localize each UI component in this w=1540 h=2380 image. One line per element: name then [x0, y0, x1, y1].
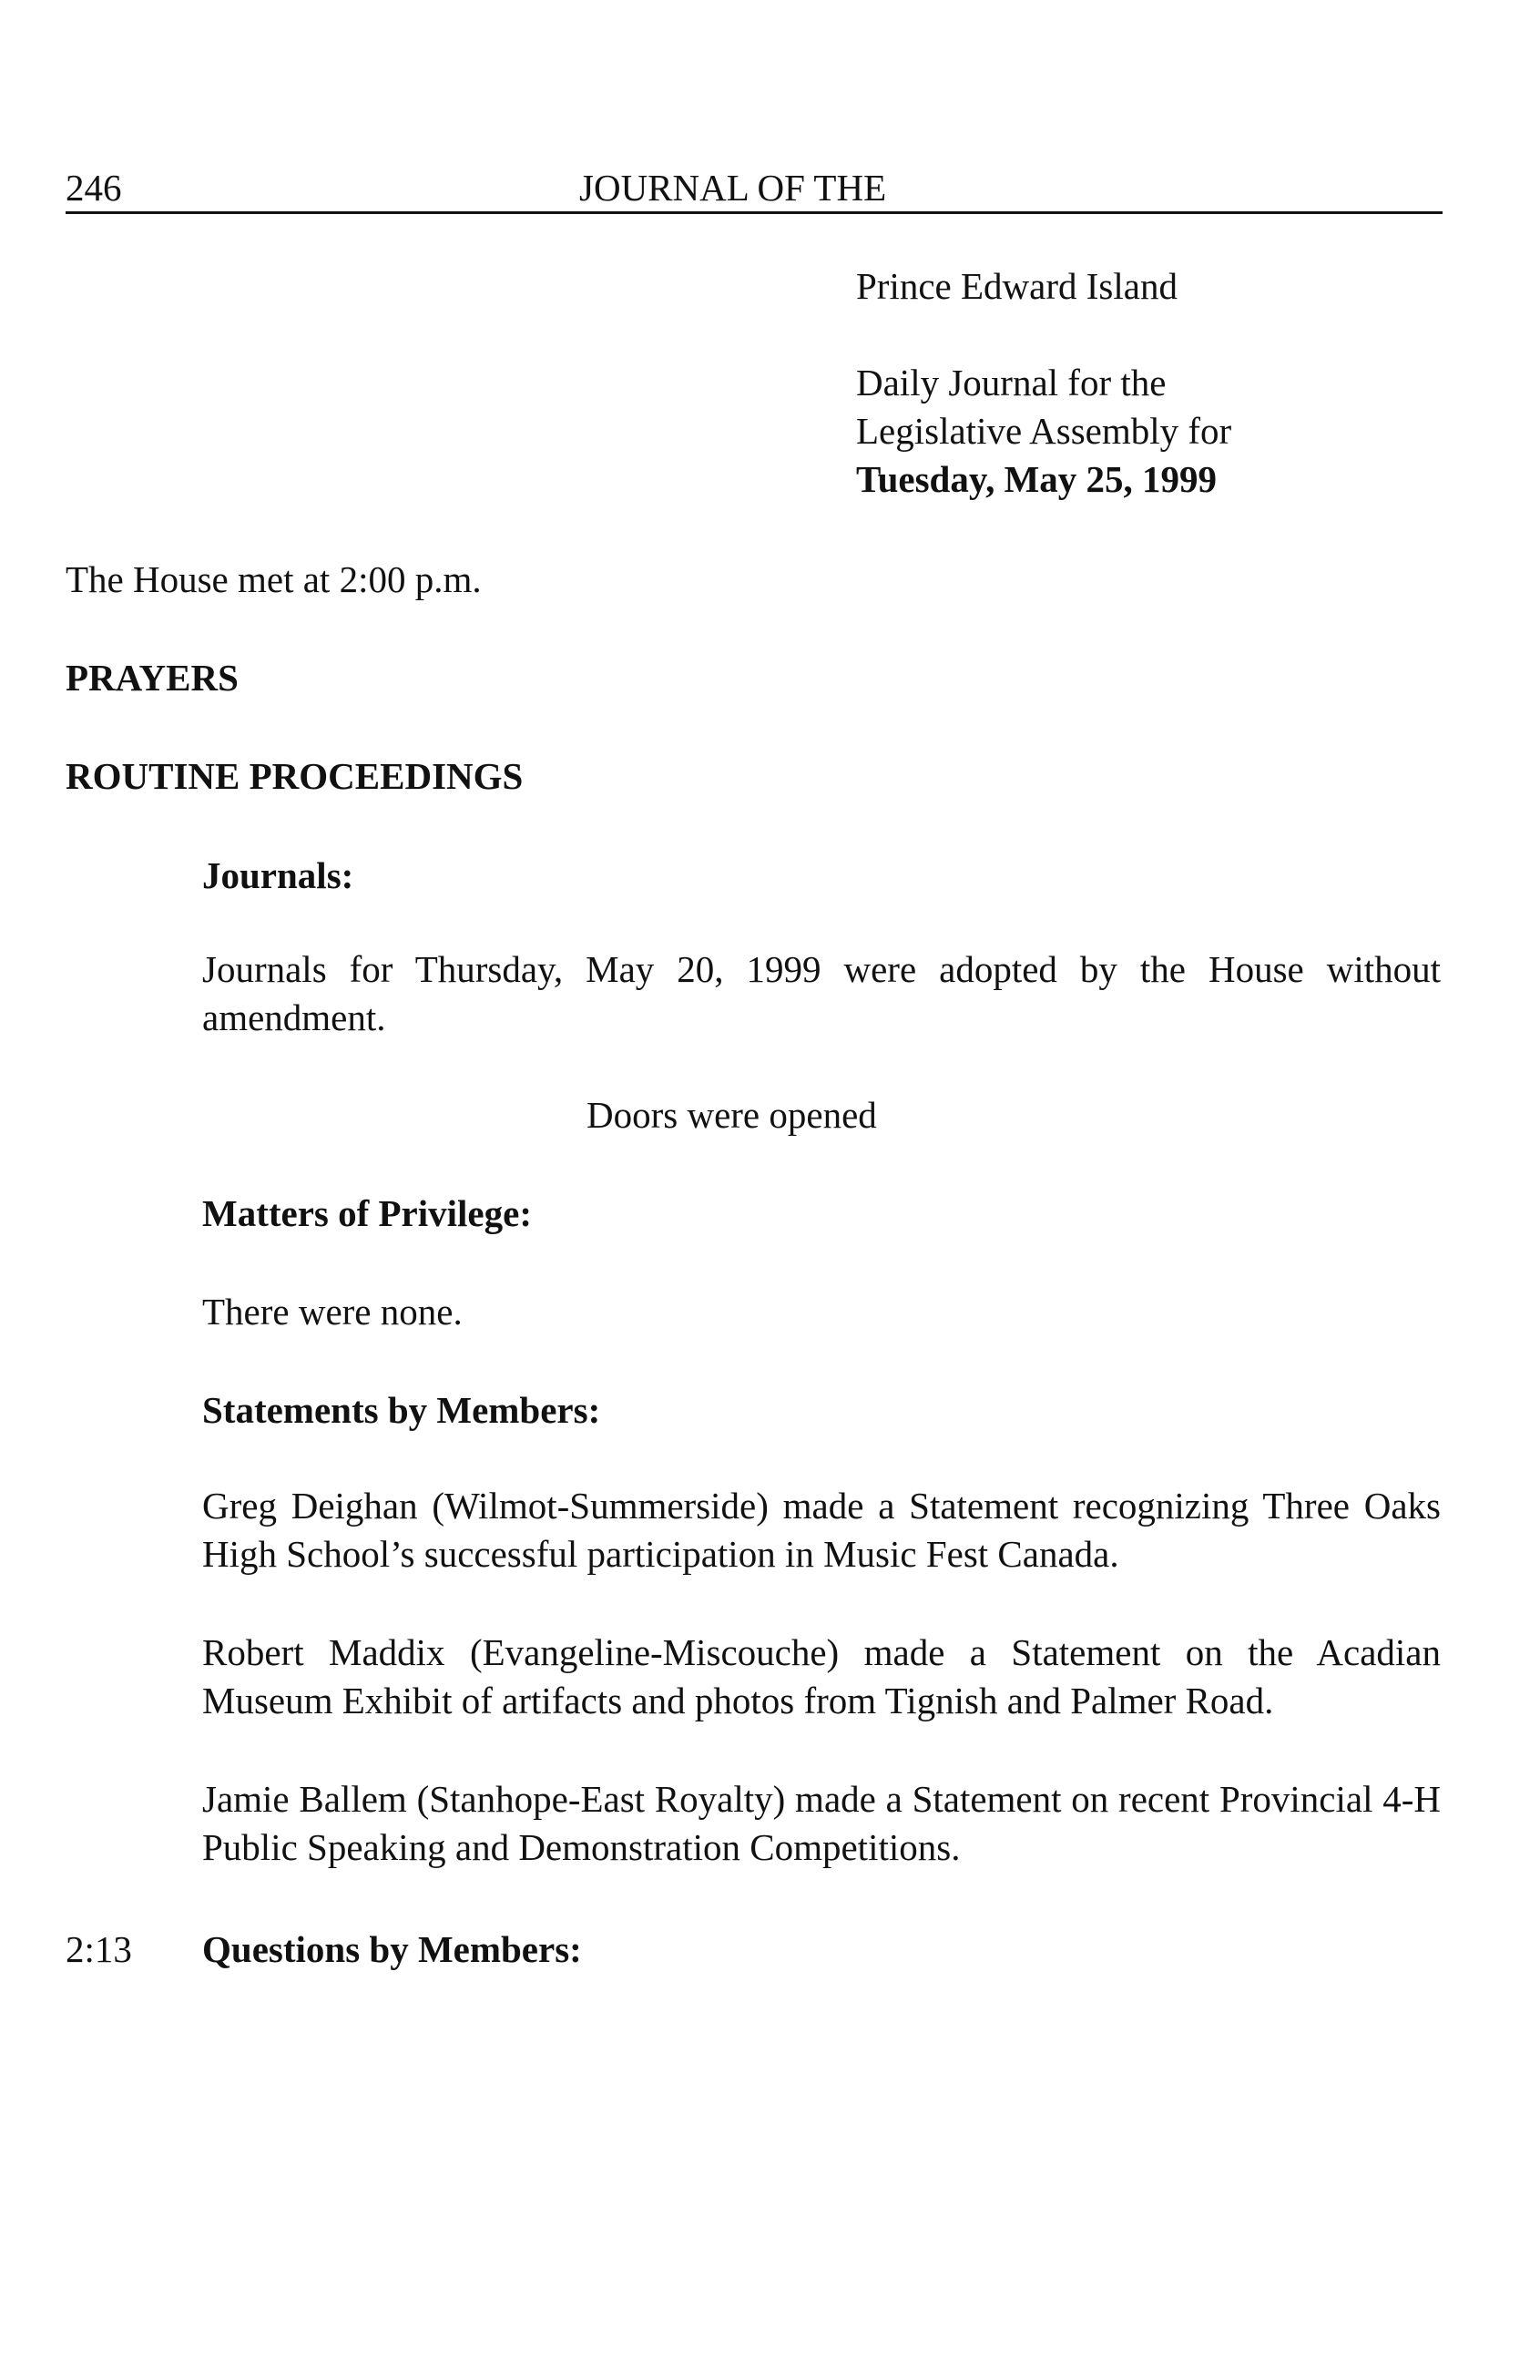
statement-item: Robert Maddix (Evangeline-Miscouche) made a Statement on the Acadian Museum Exhibit of artifacts and photos from Tignish and Palmer Road. [202, 1631, 1441, 1721]
doors-opened-line: Doors were opened [586, 1094, 877, 1136]
journal-date: Tuesday, May 25, 1999 [856, 458, 1218, 500]
house-met-line: The House met at 2:00 p.m. [66, 558, 482, 600]
privilege-heading: Matters of Privilege: [202, 1192, 532, 1234]
running-title: JOURNAL OF THE [579, 167, 887, 209]
journals-heading: Journals: [202, 854, 354, 896]
statements-heading: Statements by Members: [202, 1389, 601, 1431]
routine-proceedings-heading: ROUTINE PROCEEDINGS [66, 755, 524, 797]
province-name: Prince Edward Island [856, 265, 1178, 307]
journal-title-line1: Daily Journal for the [856, 362, 1167, 403]
statement-item: Greg Deighan (Wilmot-Summerside) made a Statement recognizing Three Oaks High School’s successful participation in Music Fest Canada. [202, 1485, 1441, 1575]
questions-time: 2:13 [66, 1928, 132, 1970]
privilege-text: There were none. [202, 1291, 463, 1333]
header-rule [66, 211, 1443, 214]
questions-heading: Questions by Members: [202, 1928, 582, 1970]
journal-title-line2: Legislative Assembly for [856, 410, 1232, 452]
journals-text: Journals for Thursday, May 20, 1999 were adopted by the House without amendment. [202, 948, 1441, 1038]
prayers-heading: PRAYERS [66, 657, 239, 699]
statement-item: Jamie Ballem (Stanhope-East Royalty) made a Statement on recent Provincial 4-H Public Speaking and Demonstration Competitions. [202, 1778, 1441, 1868]
page-number: 246 [66, 167, 122, 209]
